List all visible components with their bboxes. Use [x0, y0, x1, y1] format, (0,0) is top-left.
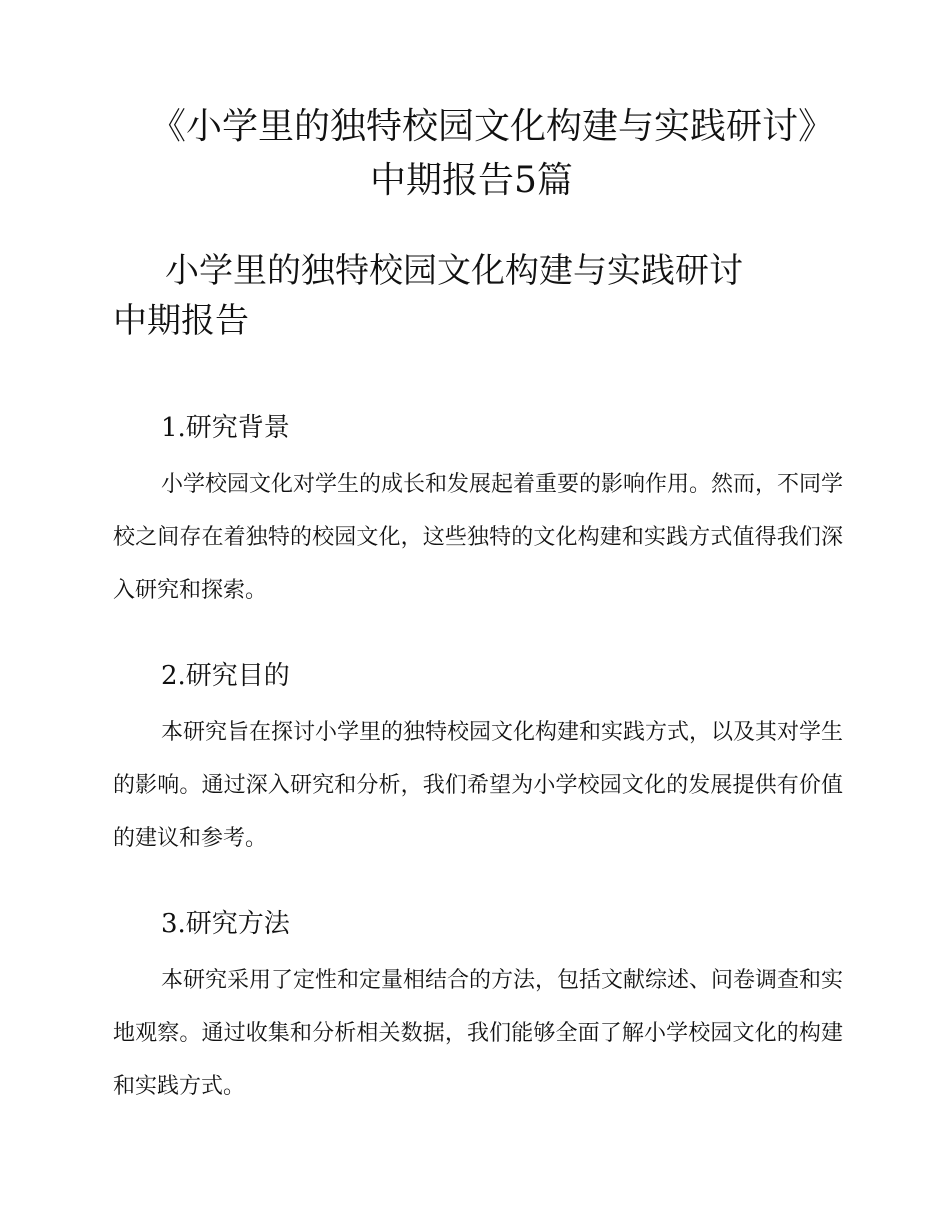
report-subtitle-line-1: 小学里的独特校园文化构建与实践研讨 [165, 251, 743, 291]
document-title [150, 100, 890, 208]
section-body: 本研究采用了定性和定量相结合的方法，包括文献综述、问卷调查和实地观察。通过收集和分析相关数据，我们能够全面了解小学校园文化的构建和实践方式。 [113, 968, 844, 1099]
report-subtitle [113, 246, 873, 346]
section-body: 小学校园文化对学生的成长和发展起着重要的影响作用。然而，不同学校之间存在着独特的校园文化，这些独特的文化构建和实践方式值得我们深入研究和探索。 [113, 472, 844, 603]
document-title-line-1: 《小学里的独特校园文化构建与实践研讨》 [150, 106, 835, 147]
section-heading: 3.研究方法 [161, 909, 290, 939]
document-title-line-2: 中期报告5篇 [370, 160, 573, 201]
section-research-purpose [113, 656, 843, 865]
section-body: 本研究旨在探讨小学里的独特校园文化构建和实践方式，以及其对学生的影响。通过深入研究和分析，我们希望为小学校园文化的发展提供有价值的建议和参考。 [113, 720, 844, 851]
report-subtitle-line-2: 中期报告 [113, 301, 249, 341]
section-research-background [113, 408, 843, 617]
section-heading: 1.研究背景 [161, 413, 290, 443]
section-research-method [113, 904, 843, 1113]
section-heading: 2.研究目的 [161, 661, 290, 691]
